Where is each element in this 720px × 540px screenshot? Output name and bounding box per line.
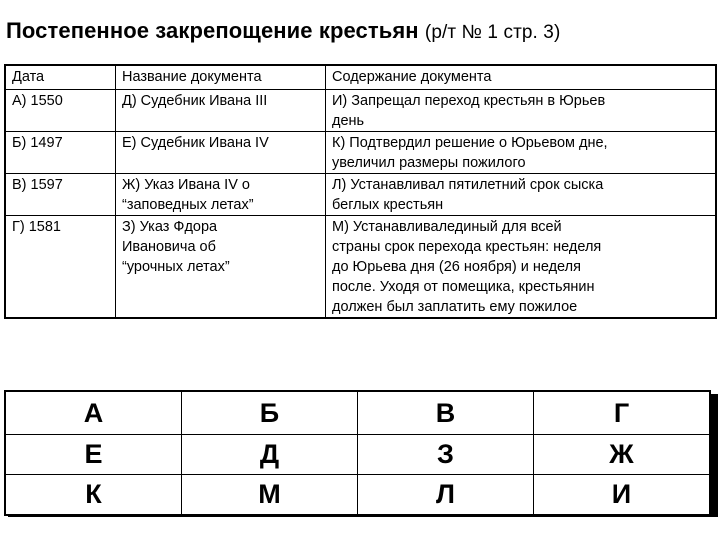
cell-date: А) 1550 <box>5 90 116 132</box>
answer-table <box>4 390 711 516</box>
answer-cell: Л <box>358 475 534 516</box>
cell-document-content: М) Устанавливалединый для всей страны срок перехода крестьян: неделя до Юрьева дня (26 ноября) и неделя после. Уходя от помещика, крестьянин должен был заплатить ему пожилое <box>326 216 717 319</box>
answer-cell: М <box>182 475 358 516</box>
table-row <box>5 216 716 319</box>
answer-cell: З <box>358 435 534 475</box>
cell-document-name: З) Указ Фдора Ивановича об “урочных летах” <box>116 216 326 319</box>
header-document-content: Содержание документа <box>326 65 717 90</box>
answer-cell: И <box>534 475 711 516</box>
cell-document-name: Д) Судебник Ивана III <box>116 90 326 132</box>
documents-table <box>4 64 717 319</box>
table-header-row <box>5 65 716 90</box>
header-document-name: Название документа <box>116 65 326 90</box>
answer-cell: Б <box>182 391 358 435</box>
page-title <box>6 18 560 44</box>
answer-cell: Е <box>5 435 182 475</box>
table-row <box>5 90 716 132</box>
title-main: Постепенное закрепощение крестьян <box>6 18 419 43</box>
title-reference: (р/т № 1 стр. 3) <box>424 22 561 43</box>
cell-date: В) 1597 <box>5 174 116 216</box>
table-row <box>5 132 716 174</box>
cell-document-content: И) Запрещал переход крестьян в Юрьев день <box>326 90 717 132</box>
answer-cell: Г <box>534 391 711 435</box>
answer-row <box>5 435 710 475</box>
cell-document-name: Ж) Указ Ивана IV о “заповедных летах” <box>116 174 326 216</box>
cell-document-content: Л) Устанавливал пятилетний срок сыска беглых крестьян <box>326 174 717 216</box>
cell-date: Г) 1581 <box>5 216 116 319</box>
answer-cell: Д <box>182 435 358 475</box>
cell-document-content: К) Подтвердил решение о Юрьевом дне, увеличил размеры пожилого <box>326 132 717 174</box>
header-date: Дата <box>5 65 116 90</box>
answer-cell: В <box>358 391 534 435</box>
answer-cell: К <box>5 475 182 516</box>
cell-date: Б) 1497 <box>5 132 116 174</box>
answer-row <box>5 475 710 516</box>
answer-row <box>5 391 710 435</box>
cell-document-name: Е) Судебник Ивана IV <box>116 132 326 174</box>
answer-cell: А <box>5 391 182 435</box>
table-row <box>5 174 716 216</box>
answer-cell: Ж <box>534 435 711 475</box>
